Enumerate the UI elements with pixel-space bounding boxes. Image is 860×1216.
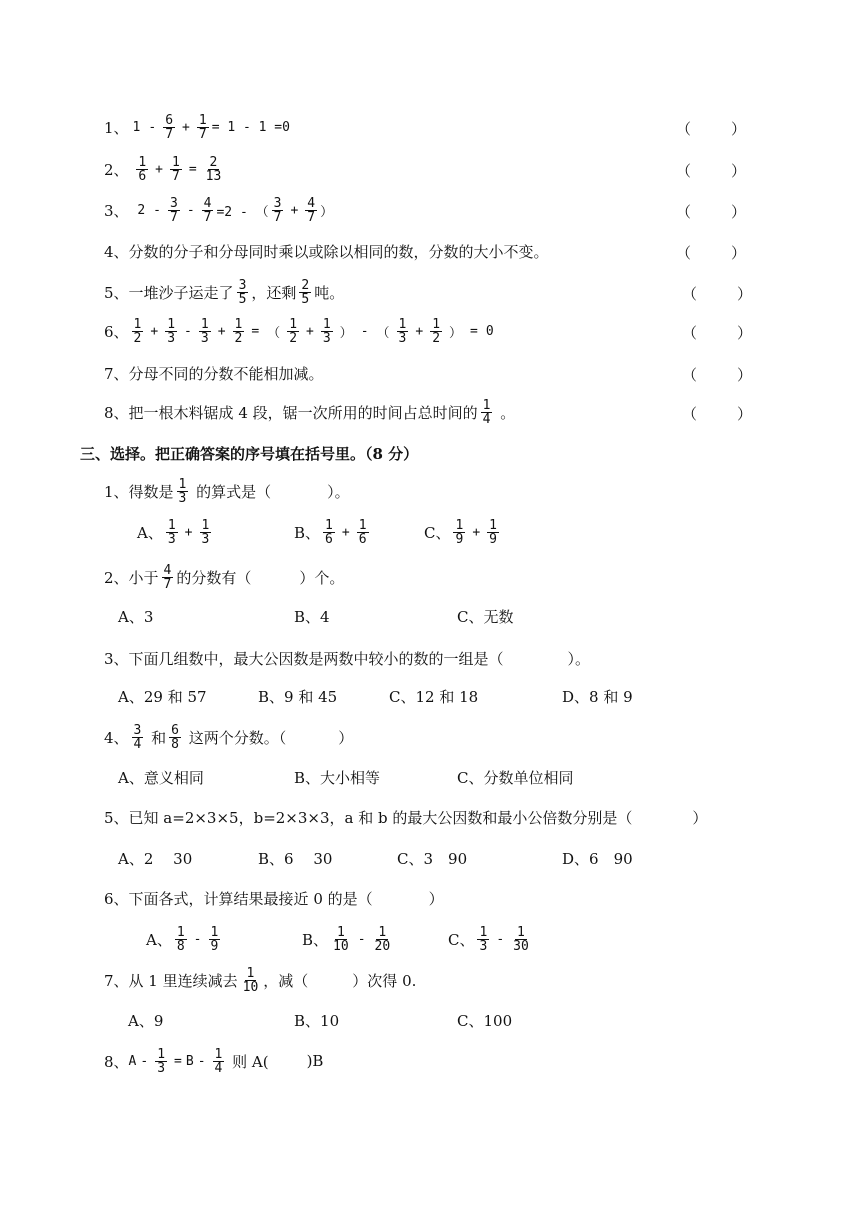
math-operator: - bbox=[193, 931, 202, 947]
fraction bbox=[155, 1048, 167, 1075]
fraction-numerator: 1 bbox=[455, 517, 464, 533]
option-text: B、10 bbox=[294, 1011, 340, 1030]
variable-a: A bbox=[128, 1053, 137, 1069]
paren-left: （ bbox=[676, 203, 692, 221]
paren-left: （ bbox=[682, 285, 698, 303]
fraction-numerator: 1 bbox=[157, 1046, 166, 1062]
question-number: 7、 bbox=[104, 364, 129, 383]
answer-paren bbox=[682, 364, 752, 385]
option-text: A、意义相同 bbox=[118, 768, 204, 787]
paren-left: （ bbox=[676, 162, 692, 180]
math-operator: 0 bbox=[485, 323, 494, 339]
fraction bbox=[241, 967, 261, 994]
question-number: 2、 bbox=[104, 160, 129, 179]
options-row bbox=[0, 517, 860, 547]
fraction-denominator: 2 bbox=[234, 330, 243, 346]
fraction-denominator: 2 bbox=[133, 330, 142, 346]
question-content bbox=[104, 881, 444, 915]
math-operator: + bbox=[184, 524, 193, 540]
section-title: 三、选择。把正确答案的序号填在括号里。（8 分） bbox=[80, 444, 419, 463]
math-operator: + bbox=[150, 323, 159, 339]
fraction-denominator: 3 bbox=[322, 330, 331, 346]
fraction-numerator: 6 bbox=[165, 112, 174, 128]
fraction-numerator: 1 bbox=[176, 924, 185, 940]
fraction-denominator: 3 bbox=[167, 330, 176, 346]
paren-left: （ bbox=[676, 244, 692, 262]
fraction-numerator: 1 bbox=[322, 316, 331, 332]
math-operator: - bbox=[357, 931, 366, 947]
question-text: )B bbox=[306, 1052, 324, 1070]
question-number: 5、 bbox=[104, 283, 129, 302]
question-text: 5、已知 a=2×3×5，b=2×3×3，a 和 b 的最大公因数和最小公倍数分别是（ bbox=[104, 808, 633, 827]
option-text: C、分数单位相同 bbox=[457, 768, 574, 787]
math-operator: （ bbox=[376, 325, 390, 341]
option-text: A、29 和 57 bbox=[118, 687, 207, 706]
option bbox=[294, 762, 380, 792]
math-operator: + bbox=[217, 323, 226, 339]
option-label: C、 bbox=[448, 930, 475, 949]
fraction-numerator: 1 bbox=[336, 924, 345, 940]
question-text: ） bbox=[338, 728, 354, 747]
paren-left: （ bbox=[682, 324, 698, 342]
fraction bbox=[169, 724, 181, 751]
math-operator: - bbox=[153, 202, 161, 218]
option-label: C、 bbox=[424, 523, 451, 542]
fraction-numerator: 3 bbox=[273, 195, 282, 211]
fraction bbox=[163, 114, 175, 141]
expression: =2 - （ bbox=[216, 204, 269, 220]
question-text: ） bbox=[692, 808, 708, 827]
math-operator: + bbox=[182, 119, 190, 135]
fraction-numerator: 1 bbox=[358, 517, 367, 533]
option bbox=[562, 681, 633, 711]
fraction-denominator: 2 bbox=[289, 330, 298, 346]
fraction bbox=[199, 318, 211, 345]
math-operator: - bbox=[148, 119, 157, 135]
fraction bbox=[299, 279, 311, 306]
question-number: 4、 bbox=[104, 242, 129, 261]
fraction bbox=[481, 399, 493, 426]
fraction-denominator: 9 bbox=[489, 531, 497, 547]
fraction-numerator: 1 bbox=[201, 517, 210, 533]
text bbox=[129, 201, 134, 219]
question-text: 则 A( bbox=[227, 1052, 269, 1071]
fraction bbox=[487, 519, 499, 546]
option-text: D、8 和 9 bbox=[562, 687, 633, 706]
question-text: 6、下面各式，计算结果最接近 0 的是（ bbox=[104, 889, 373, 908]
math-operator: - bbox=[186, 202, 195, 218]
fraction-numerator: 3 bbox=[133, 722, 142, 738]
options-row bbox=[0, 601, 860, 631]
question-content bbox=[104, 356, 324, 390]
answer-paren bbox=[682, 403, 752, 424]
option bbox=[294, 517, 372, 547]
paren-right: ） bbox=[736, 405, 752, 423]
fraction-denominator: 7 bbox=[307, 209, 316, 225]
answer-paren bbox=[676, 118, 746, 139]
expression: ） bbox=[320, 204, 334, 220]
fraction bbox=[170, 156, 182, 183]
question-content bbox=[104, 963, 416, 997]
fraction bbox=[272, 197, 284, 224]
options-row bbox=[0, 762, 860, 792]
paren-right: ） bbox=[736, 324, 752, 342]
question-row bbox=[0, 720, 860, 754]
fraction bbox=[132, 318, 144, 345]
fraction-denominator: 7 bbox=[169, 209, 178, 225]
fraction bbox=[477, 926, 489, 953]
fraction-numerator: 1 bbox=[378, 924, 387, 940]
question-text: ，还剩 bbox=[251, 283, 297, 302]
math-operator: - bbox=[496, 931, 505, 947]
fraction-numerator: 1 bbox=[325, 517, 333, 533]
fraction-numerator: 4 bbox=[307, 195, 316, 211]
fraction-denominator: 10 bbox=[333, 938, 349, 954]
question-row bbox=[0, 1044, 860, 1078]
fraction-denominator: 3 bbox=[479, 938, 488, 954]
option bbox=[457, 762, 573, 792]
question-content bbox=[104, 110, 290, 144]
fraction-numerator: 1 bbox=[432, 316, 441, 332]
fraction-denominator: 5 bbox=[238, 291, 247, 307]
paren-right: ） bbox=[736, 366, 752, 384]
option-text: A、3 bbox=[118, 607, 154, 626]
answer-paren bbox=[682, 322, 752, 343]
answer-paren bbox=[682, 283, 752, 304]
question-text: 。 bbox=[495, 403, 516, 422]
question-number: 6、 bbox=[104, 322, 129, 341]
option bbox=[457, 1005, 512, 1035]
fraction-numerator: 1 bbox=[517, 924, 525, 940]
option bbox=[302, 924, 395, 954]
question-text: ）。 bbox=[327, 482, 350, 501]
fraction-denominator: 7 bbox=[171, 168, 180, 184]
question-text: 把一根木料锯成 4 段，锯一次所用的时间占总时间的 bbox=[128, 403, 478, 422]
fraction-denominator: 6 bbox=[358, 531, 367, 547]
fraction-denominator: 3 bbox=[398, 330, 407, 346]
question-text: ）个。 bbox=[299, 568, 345, 587]
fraction-numerator: 2 bbox=[209, 154, 218, 170]
fraction bbox=[136, 156, 148, 183]
fraction-denominator: 6 bbox=[138, 168, 147, 184]
fraction-numerator: 1 bbox=[479, 924, 488, 940]
math-operator: 1 bbox=[132, 119, 141, 135]
options-row bbox=[0, 681, 860, 711]
option bbox=[457, 601, 513, 631]
question-text: ，减（ bbox=[263, 971, 309, 990]
question-text: 这两个分数。（ bbox=[183, 728, 287, 747]
question-text: ）次得 0. bbox=[352, 971, 417, 990]
question-row bbox=[0, 641, 860, 675]
question-text: 吨。 bbox=[314, 283, 345, 302]
question-text: 分数的分子和分母同时乘以或除以相同的数，分数的大小不变。 bbox=[128, 242, 549, 261]
fraction-denominator: 4 bbox=[214, 1060, 223, 1076]
fraction-numerator: 1 bbox=[133, 316, 142, 332]
math-operator: + bbox=[306, 323, 314, 339]
math-operator: - bbox=[140, 1053, 149, 1069]
option-text: B、4 bbox=[294, 607, 330, 626]
option bbox=[448, 924, 534, 954]
fraction bbox=[200, 519, 212, 546]
math-operator: - bbox=[197, 1053, 206, 1069]
fraction-denominator: 13 bbox=[205, 168, 222, 184]
fraction bbox=[373, 926, 393, 953]
question-text: ）。 bbox=[567, 649, 591, 668]
question-content bbox=[104, 152, 226, 186]
fraction-denominator: 7 bbox=[163, 576, 172, 592]
question-content bbox=[104, 1044, 323, 1078]
fraction-denominator: 2 bbox=[432, 330, 441, 346]
fraction-numerator: 1 bbox=[198, 112, 207, 128]
fraction bbox=[132, 724, 144, 751]
question-text: 分母不同的分数不能相加减。 bbox=[128, 364, 324, 383]
option bbox=[389, 681, 478, 711]
question-number: 1、 bbox=[104, 118, 129, 137]
answer-paren bbox=[676, 201, 746, 222]
fraction-denominator: 7 bbox=[203, 209, 212, 225]
fraction-denominator: 3 bbox=[167, 531, 176, 547]
fraction-denominator: 20 bbox=[374, 938, 391, 954]
paren-left: （ bbox=[676, 120, 692, 138]
option-text: C、3 90 bbox=[397, 849, 468, 868]
option-text: C、12 和 18 bbox=[389, 687, 479, 706]
fraction-numerator: 1 bbox=[200, 316, 209, 332]
math-operator: + bbox=[472, 524, 481, 540]
math-operator: = bbox=[470, 323, 478, 339]
option-text: D、6 90 bbox=[562, 849, 633, 868]
text bbox=[129, 160, 134, 178]
option bbox=[118, 601, 153, 631]
option-text: C、100 bbox=[457, 1011, 513, 1030]
paren-left: （ bbox=[682, 405, 698, 423]
option-text: B、大小相等 bbox=[294, 768, 381, 787]
paren-right: ） bbox=[730, 203, 746, 221]
math-operator: + bbox=[155, 161, 163, 177]
fraction bbox=[175, 926, 187, 953]
question-text: 和 bbox=[146, 728, 167, 747]
fraction-numerator: 1 bbox=[167, 517, 176, 533]
fraction bbox=[202, 197, 214, 224]
fraction-numerator: 1 bbox=[246, 965, 255, 981]
fraction-denominator: 7 bbox=[165, 126, 174, 142]
option-label: A、 bbox=[146, 930, 172, 949]
fraction bbox=[453, 519, 465, 546]
question-text: 一堆沙子运走了 bbox=[128, 283, 234, 302]
fraction bbox=[321, 318, 333, 345]
question-text: 2、小于 bbox=[104, 568, 159, 587]
option-label: A、 bbox=[137, 523, 163, 542]
option bbox=[118, 681, 207, 711]
fraction-numerator: 2 bbox=[301, 277, 310, 293]
fraction-numerator: 6 bbox=[171, 722, 179, 738]
fraction bbox=[331, 926, 351, 953]
fraction bbox=[237, 279, 249, 306]
fraction-denominator: 5 bbox=[301, 291, 310, 307]
option-text: A、9 bbox=[128, 1011, 164, 1030]
fraction-denominator: 7 bbox=[273, 209, 282, 225]
fraction-denominator: 10 bbox=[242, 979, 259, 995]
fraction bbox=[397, 318, 409, 345]
fraction bbox=[357, 519, 369, 546]
option-label: B、 bbox=[294, 523, 321, 542]
fraction bbox=[162, 564, 174, 591]
fraction-numerator: 1 bbox=[171, 154, 180, 170]
fraction-denominator: 3 bbox=[201, 531, 210, 547]
fraction-denominator: 4 bbox=[133, 736, 142, 752]
question-number: 8、 bbox=[104, 1052, 129, 1071]
option bbox=[118, 843, 192, 873]
question-content bbox=[104, 800, 707, 834]
paren-left: （ bbox=[682, 366, 698, 384]
variable-b: B bbox=[185, 1053, 194, 1069]
question-row bbox=[0, 963, 860, 997]
option bbox=[424, 517, 502, 547]
options-row bbox=[0, 843, 860, 873]
fraction-numerator: 4 bbox=[203, 195, 212, 211]
question-text: 的算式是（ bbox=[191, 482, 272, 501]
question-row bbox=[0, 800, 860, 834]
question-content bbox=[104, 474, 350, 508]
question-row bbox=[0, 560, 860, 594]
math-operator: = bbox=[251, 323, 260, 339]
math-operator: + bbox=[415, 323, 424, 339]
math-operator: （ bbox=[267, 325, 281, 341]
fraction-denominator: 9 bbox=[455, 531, 464, 547]
fraction-denominator: 9 bbox=[210, 938, 219, 954]
question-text: ） bbox=[428, 889, 444, 908]
fraction-denominator: 6 bbox=[325, 531, 333, 547]
fraction bbox=[168, 197, 180, 224]
fraction-numerator: 1 bbox=[234, 316, 243, 332]
fraction bbox=[233, 318, 245, 345]
fraction-denominator: 8 bbox=[171, 736, 179, 752]
paren-right: ） bbox=[730, 162, 746, 180]
option bbox=[137, 517, 214, 547]
fraction-denominator: 3 bbox=[178, 490, 187, 506]
option bbox=[128, 1005, 163, 1035]
fraction bbox=[197, 114, 209, 141]
expression: = 1 - 1 =0 bbox=[211, 119, 290, 135]
option-text: C、无数 bbox=[457, 607, 514, 626]
question-content bbox=[104, 641, 590, 675]
fraction bbox=[213, 1048, 225, 1075]
fraction bbox=[166, 519, 178, 546]
question-content bbox=[104, 720, 353, 754]
fraction-numerator: 1 bbox=[214, 1046, 223, 1062]
option-label: B、 bbox=[302, 930, 329, 949]
option bbox=[562, 843, 633, 873]
fraction-denominator: 3 bbox=[200, 330, 209, 346]
fraction bbox=[323, 519, 335, 546]
question-content bbox=[104, 234, 549, 268]
fraction bbox=[165, 318, 177, 345]
fraction bbox=[430, 318, 442, 345]
fraction bbox=[177, 478, 189, 505]
fraction bbox=[287, 318, 299, 345]
option bbox=[258, 681, 337, 711]
options-row bbox=[0, 924, 860, 954]
question-content bbox=[104, 314, 498, 348]
fraction bbox=[209, 926, 221, 953]
fraction-numerator: 1 bbox=[482, 397, 491, 413]
option bbox=[397, 843, 467, 873]
math-operator: + bbox=[341, 524, 350, 540]
option bbox=[258, 843, 332, 873]
fraction-denominator: 7 bbox=[198, 126, 207, 142]
answer-paren bbox=[676, 160, 746, 181]
answer-paren bbox=[676, 242, 746, 263]
option bbox=[118, 762, 204, 792]
fraction-numerator: 1 bbox=[138, 154, 147, 170]
fraction-numerator: 1 bbox=[489, 517, 497, 533]
fraction-numerator: 3 bbox=[238, 277, 247, 293]
question-number: 8、 bbox=[104, 403, 129, 422]
question-text: 的分数有（ bbox=[176, 568, 252, 587]
question-number: 3、 bbox=[104, 201, 129, 220]
question-row bbox=[0, 881, 860, 915]
fraction-numerator: 1 bbox=[210, 924, 219, 940]
math-operator: 2 bbox=[137, 202, 146, 218]
question-row bbox=[0, 474, 860, 508]
question-content bbox=[104, 193, 333, 227]
question-content bbox=[104, 560, 344, 594]
paren-right: ） bbox=[730, 120, 746, 138]
option-text: B、9 和 45 bbox=[258, 687, 338, 706]
option-text: B、6 30 bbox=[258, 849, 333, 868]
math-operator: = bbox=[188, 161, 197, 177]
fraction-numerator: 1 bbox=[289, 316, 298, 332]
option bbox=[294, 601, 330, 631]
fraction bbox=[204, 156, 224, 183]
math-operator: + bbox=[290, 202, 299, 218]
fraction bbox=[511, 926, 531, 953]
question-content bbox=[104, 275, 344, 309]
fraction bbox=[305, 197, 317, 224]
options-row bbox=[0, 1005, 860, 1035]
math-operator: ） bbox=[449, 325, 463, 341]
fraction-denominator: 8 bbox=[176, 938, 185, 954]
question-text: 7、从 1 里连续减去 bbox=[104, 971, 238, 990]
math-operator: - bbox=[360, 323, 369, 339]
question-number: 4、 bbox=[104, 728, 129, 747]
fraction-denominator: 3 bbox=[157, 1060, 166, 1076]
question-content bbox=[104, 395, 515, 429]
fraction-numerator: 4 bbox=[163, 562, 172, 578]
fraction-denominator: 30 bbox=[513, 938, 529, 954]
fraction-numerator: 1 bbox=[398, 316, 407, 332]
math-operator: - bbox=[184, 323, 192, 339]
paren-right: ） bbox=[730, 244, 746, 262]
fraction-numerator: 1 bbox=[167, 316, 176, 332]
paren-right: ） bbox=[736, 285, 752, 303]
option-text: A、2 30 bbox=[118, 849, 193, 868]
fraction-denominator: 4 bbox=[482, 411, 491, 427]
question-text: 1、得数是 bbox=[104, 482, 174, 501]
question-text: 3、下面几组数中，最大公因数是两数中较小的数的一组是（ bbox=[104, 649, 504, 668]
option bbox=[146, 924, 223, 954]
fraction-numerator: 3 bbox=[169, 195, 178, 211]
math-operator: ） bbox=[339, 325, 353, 341]
fraction-numerator: 1 bbox=[178, 476, 187, 492]
option bbox=[294, 1005, 339, 1035]
math-operator: = bbox=[174, 1053, 182, 1069]
